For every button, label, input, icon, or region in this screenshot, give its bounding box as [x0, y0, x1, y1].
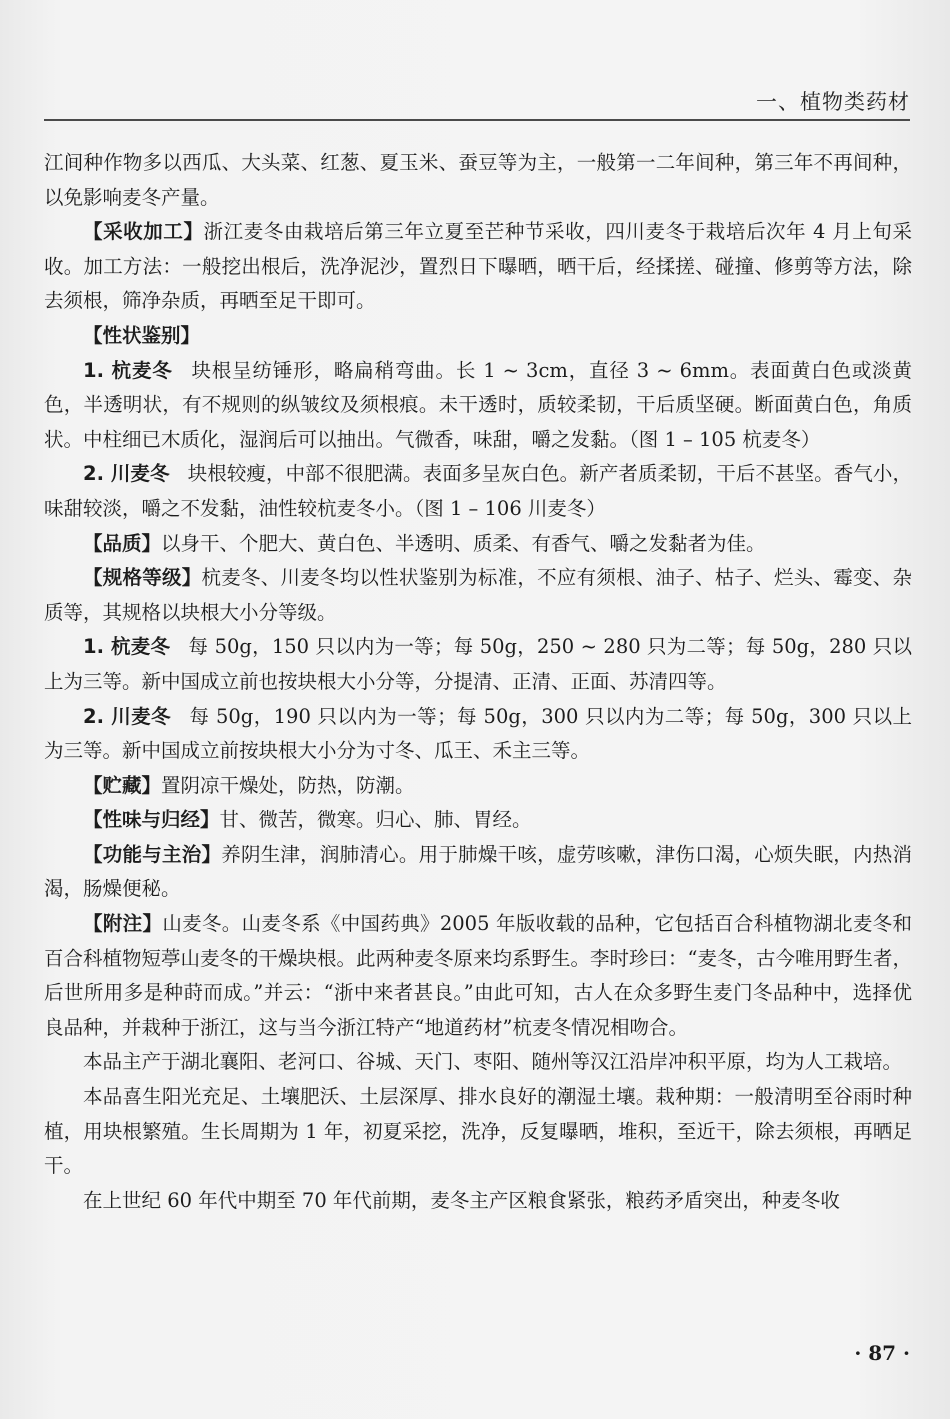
section-quality: 【品质】以身干、个肥大、黄白色、半透明、质柔、有香气、嚼之发黏者为佳。: [83, 531, 766, 555]
header-title: 一、植物类药材: [756, 90, 910, 114]
section-label: 【规格等级】: [83, 566, 202, 590]
section-label: 【附注】: [83, 912, 163, 936]
section-label: 【品质】: [83, 531, 162, 555]
grading-hang-maidong: 1. 杭麦冬 每 50g，150 只以内为一等；每 50g，250 ~ 280 只为二等；每 50g，280 只以上为三等。新中国成立前也按块根大小分等，分提清、正清、正面、苏清四等。: [44, 635, 912, 693]
section-label: 【采收加工】: [83, 220, 204, 244]
section-harvest-processing: 【采收加工】浙江麦冬由栽培后第三年立夏至芒种节采收，四川麦冬于栽培后次年 4 月上旬采收。加工方法：一般挖出根后，洗净泥沙，置烈日下曝晒，晒干后，经揉搓、碰撞、修剪等方法，除去须根，筛净杂质，再晒至足干即可。: [44, 220, 912, 313]
paragraph-continuation: 江间种作物多以西瓜、大头菜、红葱、夏玉米、蚕豆等为主，一般第一二年间种，第三年不再间种，以免影响麦冬产量。: [44, 151, 912, 209]
paragraph-cultivation: 本品喜生阳光充足、土壤肥沃、土层深厚、排水良好的潮湿土壤。栽种期：一般清明至谷雨时种植，用块根繁殖。生长周期为 1 年，初夏采挖，洗净，反复曝晒，堆积，至近干，除去须根，再晒足干。: [44, 1085, 912, 1178]
section-grading: 【规格等级】杭麦冬、川麦冬均以性状鉴别为标准，不应有须根、油子、枯子、烂头、霉变、杂质等，其规格以块根大小分等级。: [44, 566, 912, 624]
subsection-label: 1. 杭麦冬: [83, 635, 171, 659]
identification-hang-maidong: 1. 杭麦冬 块根呈纺锤形，略扁稍弯曲。长 1 ~ 3cm，直径 3 ~ 6mm。表面黄白色或淡黄色，半透明状，有不规则的纵皱纹及须根痕。未干透时，质较柔韧，干后质坚硬。断面黄白色，角质状。中柱细已木质化，湿润后可以抽出。气微香，味甜，嚼之发黏。（图 1 – 105 杭麦冬）: [44, 358, 913, 451]
section-function-indication: 【功能与主治】养阴生津，润肺清心。用于肺燥干咳，虚劳咳嗽，津伤口渴，心烦失眠，内热消渴，肠燥便秘。: [44, 842, 912, 901]
page-number: · 87 ·: [854, 1341, 910, 1365]
section-storage: 【贮藏】置阴凉干燥处，防热，防潮。: [83, 773, 415, 797]
section-identification: [44, 319, 912, 354]
section-nature-meridian: 【性味与归经】甘、微苦，微寒。归心、肺、胃经。: [83, 808, 532, 832]
section-label: 【贮藏】: [83, 773, 162, 797]
subsection-label: 1. 杭麦冬: [83, 358, 173, 382]
grading-chuan-maidong: 2. 川麦冬 每 50g，190 只以内为一等；每 50g，300 只以内为二等；每 50g，300 只以上为三等。新中国成立前按块根大小分为寸冬、瓜王、禾主三等。: [44, 704, 913, 763]
section-label: 【功能与主治】: [83, 842, 222, 866]
header-rule: [44, 119, 910, 121]
subsection-label: 2. 川麦冬: [83, 462, 170, 486]
section-label: 【性味与归经】: [83, 808, 220, 832]
paragraph-history: 在上世纪 60 年代中期至 70 年代前期，麦冬主产区粮食紧张，粮药矛盾突出，种麦冬收: [83, 1188, 840, 1212]
body-text: [44, 146, 912, 1218]
subsection-label: 2. 川麦冬: [83, 704, 171, 728]
section-label: 【性状鉴别】: [83, 323, 201, 347]
identification-chuan-maidong: 2. 川麦冬 块根较瘦，中部不很肥满。表面多呈灰白色。新产者质柔韧，干后不甚坚。香气小，味甜较淡，嚼之不发黏，油性较杭麦冬小。（图 1 – 106 川麦冬）: [44, 462, 912, 520]
running-header: [44, 86, 910, 118]
paragraph-production-area: 本品主产于湖北襄阳、老河口、谷城、天门、枣阳、随州等汉江沿岸冲积平原，均为人工栽培。: [83, 1050, 903, 1074]
section-notes: 【附注】山麦冬。山麦冬系《中国药典》2005 年版收载的品种，它包括百合科植物湖北麦冬和百合科植物短葶山麦冬的干燥块根。此两种麦冬原来均系野生。李时珍曰：“麦冬，古今唯用野生者，后世所用多是种莳而成。”并云：“浙中来者甚良。”由此可知，古人在众多野生麦门冬品种中，选择优良品种，并栽种于浙江，这与当今浙江特产“地道药材”杭麦冬情况相吻合。: [44, 912, 912, 1039]
